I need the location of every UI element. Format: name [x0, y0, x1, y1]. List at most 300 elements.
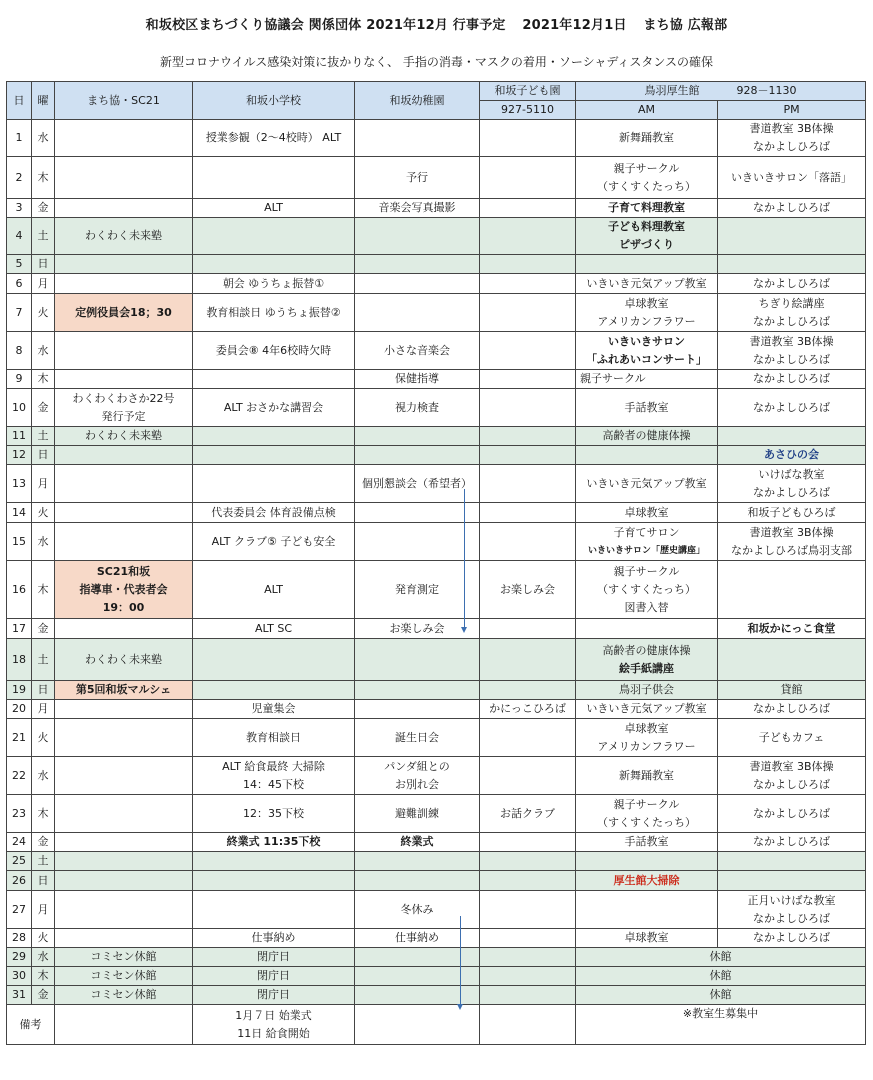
weekday: 木: [32, 561, 55, 619]
kosei-pm-cell-line: いきいきサロン「落語」: [731, 170, 852, 184]
day-row: [7, 332, 866, 370]
machikyo-cell-line: 第5回和坂マルシェ: [75, 683, 172, 696]
elementary-cell: [193, 561, 355, 619]
kosei-am-cell-line: 絵手紙講座: [619, 661, 674, 675]
kosei-am-cell: [576, 199, 718, 218]
day-number: 29: [7, 948, 32, 967]
kodomoen-cell: [480, 948, 576, 967]
remarks-kosei: ※教室生募集中: [576, 1005, 866, 1045]
day-row: [7, 255, 866, 274]
kodomoen-cell: [480, 700, 576, 719]
kosei-pm-cell: [718, 465, 866, 503]
kindergarten-cell-line: 予行: [406, 170, 428, 184]
weekday: 金: [32, 986, 55, 1005]
machikyo-cell: [55, 446, 193, 465]
kodomoen-cell: [480, 370, 576, 389]
machikyo-cell: [55, 157, 193, 199]
machikyo-cell: [55, 332, 193, 370]
elementary-cell-line: 閉庁日: [257, 950, 290, 963]
kosei-pm-cell-line: 貸館: [780, 683, 803, 696]
kosei-am-cell-line: 厚生館大掃除: [613, 873, 680, 887]
day-row: [7, 757, 866, 795]
kosei-am-cell: [576, 561, 718, 619]
kindergarten-cell: [355, 700, 480, 719]
machikyo-cell-line: わくわく未来塾: [85, 429, 162, 442]
kindergarten-cell: [355, 157, 480, 199]
kosei-am-cell-line: 卓球教室: [624, 931, 669, 944]
elementary-cell: [193, 199, 355, 218]
kosei-pm-cell: [718, 255, 866, 274]
kosei-pm-cell-line: 子どもカフェ: [758, 730, 825, 744]
col-header-kodomoen: 和坂子ども園: [480, 82, 576, 101]
kodomoen-cell: [480, 427, 576, 446]
elementary-cell: [193, 274, 355, 294]
day-number: 2: [7, 157, 32, 199]
day-row: [7, 446, 866, 465]
kodomoen-cell: [480, 833, 576, 852]
kosei-pm-cell: [718, 871, 866, 891]
day-number: 21: [7, 719, 32, 757]
kosei-pm-cell: [718, 833, 866, 852]
machikyo-cell: [55, 967, 193, 986]
day-row: [7, 619, 866, 639]
kindergarten-cell: [355, 523, 480, 561]
day-row: [7, 719, 866, 757]
kindergarten-cell: [355, 795, 480, 833]
machikyo-cell: [55, 639, 193, 681]
kosei-pm-cell: [718, 389, 866, 427]
kosei-am-cell-line: 子育てサロン: [613, 525, 680, 539]
kosei-am-cell: [576, 255, 718, 274]
kindergarten-cell: [355, 370, 480, 389]
kosei-am-cell-line: 卓球教室: [624, 505, 669, 519]
kodomoen-cell: [480, 561, 576, 619]
kosei-am-cell-line: 親子サークル: [613, 564, 680, 578]
kodomoen-cell: [480, 986, 576, 1005]
weekday: 土: [32, 639, 55, 681]
day-row: [7, 157, 866, 199]
machikyo-cell: [55, 891, 193, 929]
kosei-am-cell: [576, 503, 718, 523]
kindergarten-cell-line: 誕生日会: [395, 730, 439, 744]
elementary-cell: [193, 120, 355, 157]
weekday: 月: [32, 891, 55, 929]
weekday: 金: [32, 619, 55, 639]
kosei-am-cell-line: いきいき元気アップ教室: [586, 476, 707, 490]
day-row: [7, 120, 866, 157]
weekday: 火: [32, 929, 55, 948]
day-row: [7, 948, 866, 967]
kindergarten-cell-line: 発育測定: [395, 582, 439, 596]
kosei-am-cell: [576, 852, 718, 871]
kosei-pm-cell: [718, 446, 866, 465]
machikyo-cell: [55, 255, 193, 274]
kosei-pm-cell: [718, 561, 866, 619]
kosei-pm-cell: [718, 199, 866, 218]
issue-date: 2021年12月1日: [522, 18, 627, 33]
kosei-am-cell: [576, 833, 718, 852]
kindergarten-cell-line: 音楽会写真撮影: [378, 201, 456, 214]
remarks-label: 備考: [7, 1005, 55, 1045]
weekday: 金: [32, 833, 55, 852]
kindergarten-cell-line: 視力検査: [395, 400, 439, 414]
day-number: 23: [7, 795, 32, 833]
kodomoen-cell: [480, 218, 576, 255]
kosei-am-cell: [576, 465, 718, 503]
elementary-cell: [193, 948, 355, 967]
kindergarten-cell: [355, 503, 480, 523]
kodomoen-cell-line: お話クラブ: [500, 806, 555, 820]
elementary-cell: [193, 833, 355, 852]
kosei-pm-cell-line: なかよしひろば: [753, 352, 830, 366]
kosei-am-cell: [576, 157, 718, 199]
publisher: まち協 広報部: [643, 18, 728, 33]
elementary-cell-line: 委員会⑧ 4年6校時欠時: [215, 343, 332, 357]
remarks-elementary: [193, 1005, 355, 1045]
kosei-am-cell: [576, 218, 718, 255]
kindergarten-cell: [355, 294, 480, 332]
kosei-am-cell-line: 鳥羽子供会: [619, 683, 674, 696]
kosei-pm-cell-line: 書道教室 3B体操: [749, 334, 834, 348]
elementary-cell: [193, 255, 355, 274]
kodomoen-cell: [480, 871, 576, 891]
covid-notice: 新型コロナウイルス感染対策に抜かりなく、 手指の消毒・マスクの着用・ソーシャディスタンスの確保: [159, 55, 714, 69]
kindergarten-cell-line: お楽しみ会: [389, 621, 445, 635]
elementary-cell-line: 教育相談日: [246, 730, 301, 744]
machikyo-cell: [55, 795, 193, 833]
elementary-cell: [193, 681, 355, 700]
weekday: 金: [32, 389, 55, 427]
machikyo-cell: [55, 199, 193, 218]
elementary-cell-line: 仕事納め: [251, 931, 296, 944]
day-row: [7, 389, 866, 427]
kodomoen-cell: [480, 503, 576, 523]
kodomoen-cell: [480, 332, 576, 370]
kindergarten-cell: [355, 871, 480, 891]
machikyo-cell-line: わくわく未来塾: [85, 229, 162, 242]
machikyo-cell-line: コミセン休館: [90, 988, 157, 1001]
kosei-am-cell-line: 卓球教室: [624, 721, 669, 735]
elementary-cell-line: ALT: [264, 582, 283, 596]
kosei-pm-cell: [718, 157, 866, 199]
kosei-pm-cell: [718, 929, 866, 948]
elementary-cell: [193, 852, 355, 871]
day-row: [7, 294, 866, 332]
kosei-am-cell: [576, 719, 718, 757]
elementary-cell: [193, 446, 355, 465]
machikyo-cell-line: わくわくわさか22号: [72, 391, 175, 405]
kosei-name: 鳥羽厚生館: [644, 84, 700, 97]
kosei-am-cell-line: （すくすくたっち）: [597, 582, 696, 596]
kosei-pm-cell-line: なかよしひろば: [753, 485, 830, 499]
weekday: 土: [32, 427, 55, 446]
kodomoen-cell: [480, 294, 576, 332]
kindergarten-cell-line: 保健指導: [395, 372, 439, 385]
kosei-am-cell: [576, 681, 718, 700]
kosei-am-cell-line: いきいきサロン: [608, 334, 685, 348]
elementary-cell-line: 14：45下校: [243, 777, 304, 791]
machikyo-cell: [55, 871, 193, 891]
day-number: 3: [7, 199, 32, 218]
day-row: [7, 199, 866, 218]
weekday: 水: [32, 948, 55, 967]
kosei-am-cell: [576, 332, 718, 370]
kosei-am-cell: [576, 389, 718, 427]
kosei-am-cell-line: 親子サークル: [613, 797, 680, 811]
elementary-cell: [193, 719, 355, 757]
day-row: [7, 833, 866, 852]
kindergarten-cell: [355, 120, 480, 157]
day-number: 1: [7, 120, 32, 157]
kodomoen-cell: [480, 681, 576, 700]
elementary-cell: [193, 871, 355, 891]
elementary-cell-line: 授業参観（2～4校時） ALT: [205, 131, 342, 144]
remarks-kodomoen: [480, 1005, 576, 1045]
schedule-body: [7, 82, 866, 1045]
elementary-cell-line: 終業式 11:35下校: [226, 835, 321, 848]
day-row: [7, 639, 866, 681]
page-title: [0, 14, 873, 33]
kosei-pm-cell: [718, 891, 866, 929]
elementary-cell: [193, 929, 355, 948]
day-row: [7, 561, 866, 619]
kosei-closed-cell: 休館: [576, 986, 866, 1005]
elementary-cell-line: 閉庁日: [257, 988, 290, 1001]
weekday: 水: [32, 332, 55, 370]
col-header-kosei: [576, 82, 866, 101]
day-number: 31: [7, 986, 32, 1005]
day-row: [7, 795, 866, 833]
day-number: 25: [7, 852, 32, 871]
kosei-pm-cell-line: なかよしひろば: [753, 835, 830, 848]
kodomoen-cell: [480, 795, 576, 833]
col-header-machikyo: まち協・SC21: [55, 82, 193, 120]
kindergarten-cell: [355, 561, 480, 619]
day-number: 12: [7, 446, 32, 465]
kindergarten-cell-line: パンダ組との: [384, 759, 450, 773]
kindergarten-cell: [355, 427, 480, 446]
elementary-cell-line: 閉庁日: [257, 969, 290, 982]
col-header-am: AM: [576, 101, 718, 120]
remarks-elementary-line: 1月７日 始業式: [235, 1008, 312, 1022]
kosei-closed-cell: 休館: [576, 967, 866, 986]
kindergarten-cell: [355, 639, 480, 681]
kodomoen-cell: [480, 639, 576, 681]
kodomoen-cell: [480, 274, 576, 294]
kodomoen-cell: [480, 757, 576, 795]
col-header-elementary: 和坂小学校: [193, 82, 355, 120]
elementary-cell: [193, 891, 355, 929]
day-row: [7, 465, 866, 503]
day-row: [7, 700, 866, 719]
kosei-pm-cell-line: 正月いけばな教室: [747, 893, 836, 907]
kosei-am-cell: [576, 370, 718, 389]
col-header-day: 日: [7, 82, 32, 120]
machikyo-cell: [55, 719, 193, 757]
kosei-am-cell-line: 親子サークル: [580, 372, 646, 385]
kosei-am-cell: [576, 120, 718, 157]
weekday: 水: [32, 523, 55, 561]
elementary-cell-line: 児童集会: [251, 702, 296, 715]
kosei-am-cell-line: （すくすくたっち）: [597, 179, 696, 193]
day-row: [7, 986, 866, 1005]
machikyo-cell-line: わくわく未来塾: [85, 652, 162, 666]
kosei-am-cell-line: 高齢者の健康体操: [602, 429, 691, 442]
kosei-am-cell: [576, 795, 718, 833]
day-row: [7, 929, 866, 948]
elementary-cell-line: ALT: [264, 201, 283, 214]
kosei-pm-cell: [718, 700, 866, 719]
weekday: 火: [32, 503, 55, 523]
kindergarten-cell-line: 避難訓練: [395, 806, 439, 820]
elementary-cell-line: ALT おさかな講習会: [223, 400, 324, 414]
day-row: [7, 871, 866, 891]
schedule-table: [6, 81, 866, 1045]
kosei-pm-cell-line: なかよしひろば: [753, 276, 830, 290]
kosei-am-cell-line: 親子サークル: [613, 161, 680, 175]
arrow-kindergarten-1: [464, 489, 465, 631]
kosei-am-cell-line: アメリカンフラワー: [597, 739, 696, 753]
kosei-pm-cell-line: なかよしひろば: [753, 931, 830, 944]
weekday: 水: [32, 120, 55, 157]
kindergarten-cell-line: お別れ会: [395, 777, 439, 791]
day-number: 20: [7, 700, 32, 719]
kodomoen-cell: [480, 929, 576, 948]
kosei-am-cell-line: 子ども料理教室: [608, 220, 685, 233]
weekday: 木: [32, 157, 55, 199]
machikyo-cell: [55, 274, 193, 294]
weekday: 木: [32, 795, 55, 833]
kosei-pm-cell: [718, 757, 866, 795]
kindergarten-cell: [355, 255, 480, 274]
kosei-am-cell-line: （すくすくたっち）: [597, 815, 696, 829]
kindergarten-cell: [355, 274, 480, 294]
elementary-cell: [193, 639, 355, 681]
day-row: [7, 274, 866, 294]
kosei-am-cell-line: 子育て料理教室: [608, 201, 685, 214]
kosei-pm-cell: [718, 795, 866, 833]
day-row: [7, 370, 866, 389]
weekday: 火: [32, 719, 55, 757]
elementary-cell-line: 代表委員会 体育設備点検: [211, 505, 336, 519]
kindergarten-cell-line: 終業式: [400, 835, 434, 848]
elementary-cell: [193, 427, 355, 446]
day-number: 22: [7, 757, 32, 795]
header-row-1: [7, 82, 866, 101]
elementary-cell: [193, 795, 355, 833]
kosei-pm-cell-line: なかよしひろば: [753, 806, 830, 820]
day-number: 26: [7, 871, 32, 891]
machikyo-cell: [55, 852, 193, 871]
kodomoen-tel: 927-5110: [480, 101, 576, 120]
kosei-am-cell: [576, 446, 718, 465]
day-row: [7, 523, 866, 561]
day-number: 15: [7, 523, 32, 561]
day-number: 18: [7, 639, 32, 681]
elementary-cell: [193, 503, 355, 523]
kosei-am-cell: [576, 871, 718, 891]
kindergarten-cell: [355, 389, 480, 427]
weekday: 日: [32, 681, 55, 700]
kosei-am-cell-line: 「ふれあいコンサート」: [586, 352, 707, 366]
elementary-cell: [193, 757, 355, 795]
day-row: [7, 852, 866, 871]
kosei-pm-cell: [718, 503, 866, 523]
remarks-kindergarten: [355, 1005, 480, 1045]
kosei-pm-cell: [718, 681, 866, 700]
kosei-pm-cell-line: なかよしひろば: [753, 372, 830, 385]
machikyo-cell-line: 指導車・代表者会: [79, 582, 168, 596]
day-number: 11: [7, 427, 32, 446]
elementary-cell-line: 12：35下校: [243, 806, 304, 820]
machikyo-cell: [55, 833, 193, 852]
elementary-cell: [193, 370, 355, 389]
day-number: 16: [7, 561, 32, 619]
kodomoen-cell: [480, 852, 576, 871]
kosei-am-cell: [576, 523, 718, 561]
day-number: 4: [7, 218, 32, 255]
day-number: 9: [7, 370, 32, 389]
day-row: [7, 891, 866, 929]
col-header-pm: PM: [718, 101, 866, 120]
day-number: 8: [7, 332, 32, 370]
elementary-cell-line: 教育相談日 ゆうちょ振替②: [206, 305, 341, 319]
kodomoen-cell: [480, 719, 576, 757]
kosei-am-cell: [576, 700, 718, 719]
kosei-pm-cell-line: なかよしひろば: [753, 702, 830, 715]
kindergarten-cell: [355, 218, 480, 255]
elementary-cell: [193, 332, 355, 370]
kosei-pm-cell-line: なかよしひろば: [753, 314, 830, 328]
day-row: [7, 218, 866, 255]
weekday: 水: [32, 757, 55, 795]
kosei-pm-cell: [718, 370, 866, 389]
kindergarten-cell: [355, 332, 480, 370]
day-number: 27: [7, 891, 32, 929]
machikyo-cell: [55, 120, 193, 157]
kindergarten-cell: [355, 681, 480, 700]
kosei-pm-cell: [718, 523, 866, 561]
machikyo-cell: [55, 986, 193, 1005]
kosei-pm-cell-line: 和坂かにっこ食堂: [747, 621, 836, 635]
day-row: [7, 503, 866, 523]
kosei-pm-cell: [718, 120, 866, 157]
kosei-am-cell: [576, 929, 718, 948]
kodomoen-cell: [480, 446, 576, 465]
kodomoen-cell: [480, 255, 576, 274]
weekday: 日: [32, 255, 55, 274]
elementary-cell: [193, 986, 355, 1005]
kosei-am-cell-line: ピザづくり: [619, 238, 674, 251]
machikyo-cell-line: コミセン休館: [90, 969, 157, 982]
kosei-am-cell: [576, 294, 718, 332]
weekday: 日: [32, 871, 55, 891]
kosei-am-cell-line: 新舞踊教室: [619, 131, 674, 144]
machikyo-cell: [55, 700, 193, 719]
kosei-am-cell: [576, 619, 718, 639]
day-number: 5: [7, 255, 32, 274]
kosei-am-cell-line: アメリカンフラワー: [597, 314, 696, 328]
day-number: 17: [7, 619, 32, 639]
day-number: 6: [7, 274, 32, 294]
kosei-am-cell: [576, 639, 718, 681]
elementary-cell-line: 朝会 ゆうちょ振替①: [222, 276, 325, 290]
elementary-cell: [193, 157, 355, 199]
day-row: [7, 967, 866, 986]
machikyo-cell: [55, 294, 193, 332]
kodomoen-cell: [480, 619, 576, 639]
kodomoen-cell: [480, 465, 576, 503]
